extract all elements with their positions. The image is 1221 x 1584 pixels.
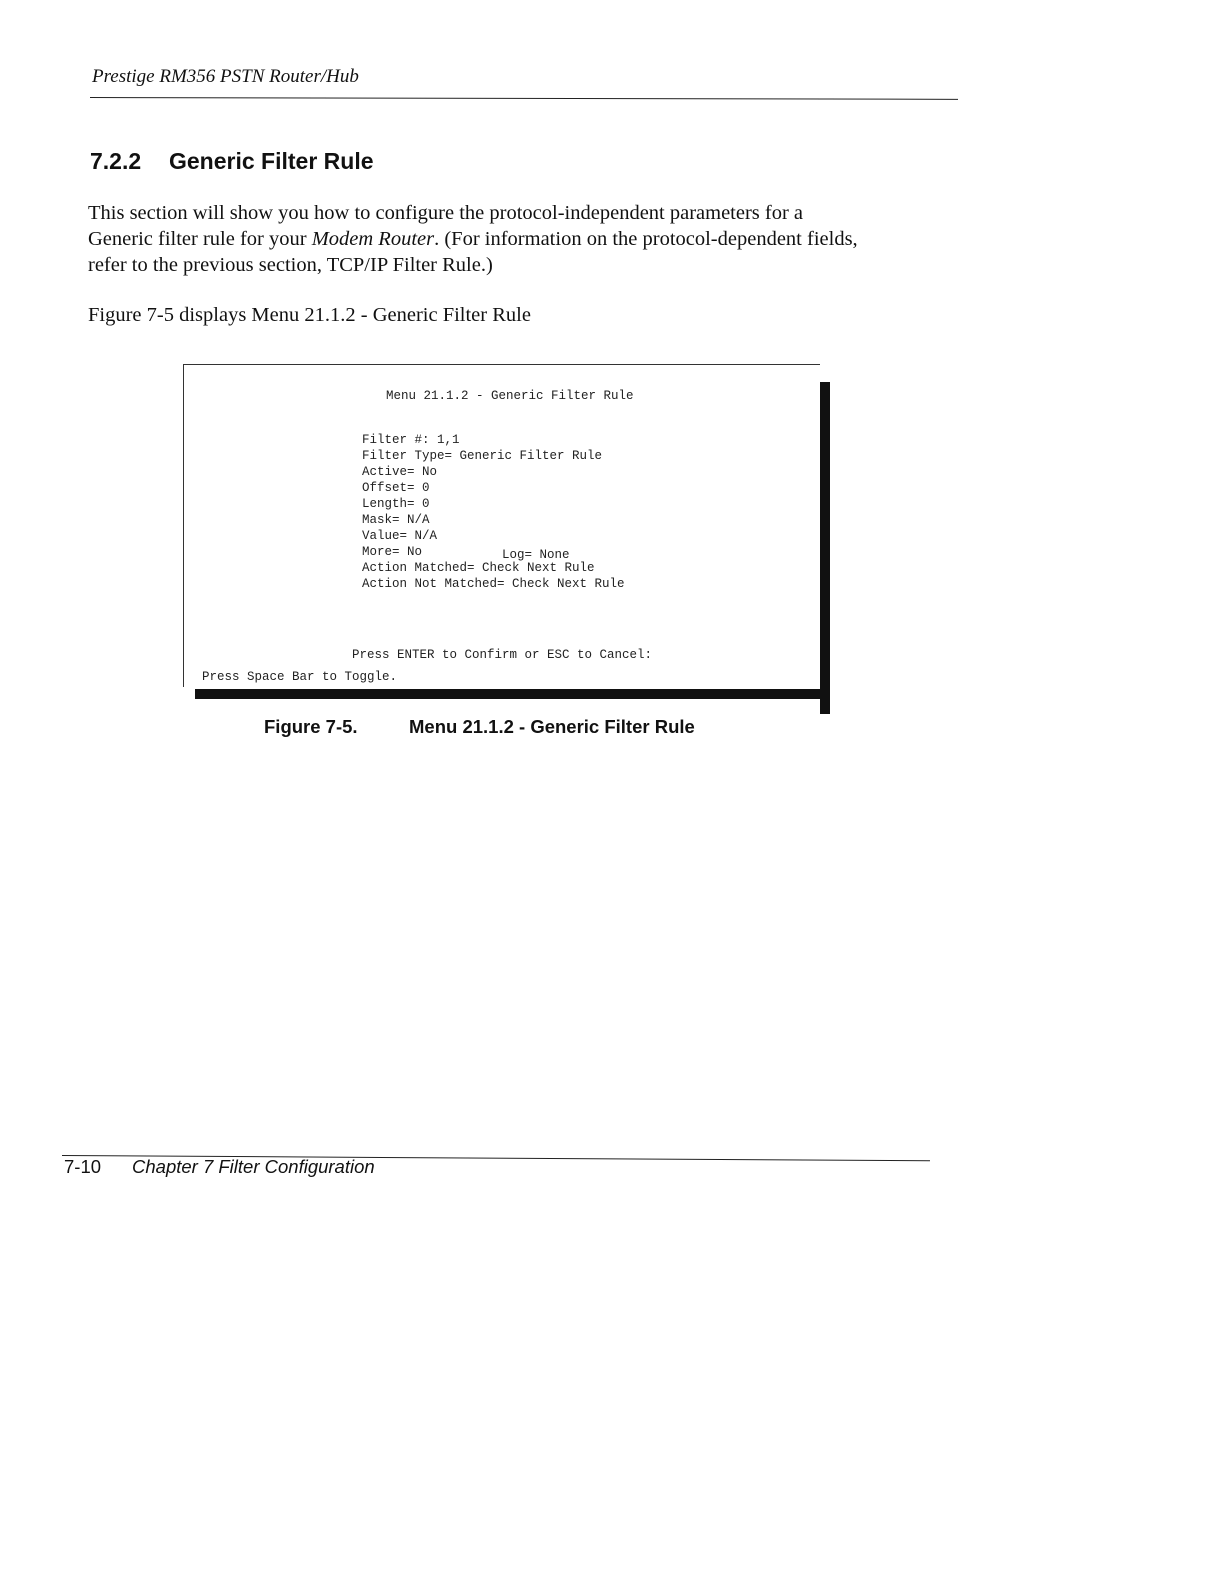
field-mask: Mask= N/A [362,513,430,527]
chapter-title: Chapter 7 Filter Configuration [132,1156,375,1177]
field-length: Length= 0 [362,497,430,511]
field-filter-number: Filter #: 1,1 [362,433,460,447]
confirm-prompt: Press ENTER to Confirm or ESC to Cancel: [352,648,653,662]
field-more: More= No [362,545,423,559]
running-header: Prestige RM356 PSTN Router/Hub [92,66,359,87]
page-number: 7-10 [64,1156,102,1177]
section-number: 7.2.2 [90,148,142,174]
figure-label: Figure 7-5. [264,716,358,737]
field-action-not-matched: Action Not Matched= Check Next Rule [362,577,625,591]
field-log: Log= None [502,548,570,562]
screen-shadow-bottom [195,689,830,699]
intro-paragraph [88,200,923,278]
field-value: Value= N/A [362,529,438,543]
screen-shadow-right [820,382,830,714]
intro-text: . (For information on the protocol-dependent fields, [434,228,858,250]
page-footer [64,1156,375,1178]
field-filter-type: Filter Type= Generic Filter Rule [362,449,603,463]
terminal-screen [183,364,820,687]
header-rule [90,97,958,100]
field-action-matched: Action Matched= Check Next Rule [362,561,595,575]
intro-emphasis: Modem Router [311,228,435,250]
figure-title: Menu 21.1.2 - Generic Filter Rule [409,716,695,737]
intro-line: This section will show you how to configure the protocol-independent parameters for a [88,202,804,224]
intro-text: Generic filter rule for your [88,228,312,250]
intro-line: refer to the previous section, TCP/IP Filter Rule.) [88,254,493,276]
toggle-hint: Press Space Bar to Toggle. [202,670,398,684]
terminal-screenshot [183,364,830,714]
section-heading [90,148,374,175]
field-offset: Offset= 0 [362,481,430,495]
figure-reference: Figure 7-5 displays Menu 21.1.2 - Generic Filter Rule [88,304,531,326]
field-active: Active= No [362,465,438,479]
figure-caption [264,716,695,738]
section-title: Generic Filter Rule [169,148,374,174]
menu-title: Menu 21.1.2 - Generic Filter Rule [386,389,634,403]
intro-line [88,226,923,252]
